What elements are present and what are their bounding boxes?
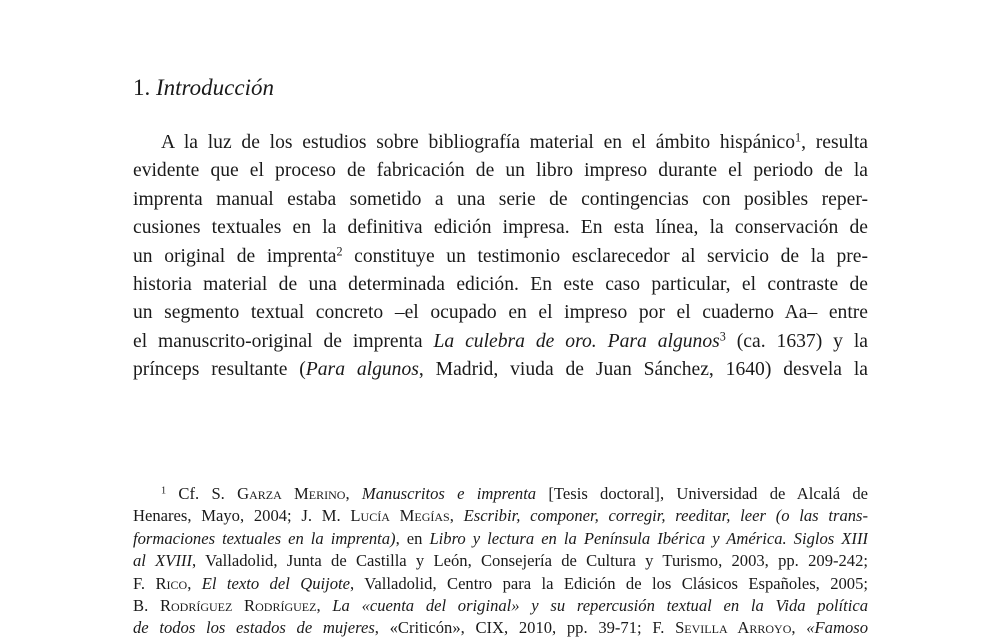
footnote-ref: 3 — [719, 329, 726, 344]
section-heading — [133, 74, 274, 102]
footnote-ref: 2 — [336, 243, 343, 258]
body-line: cusiones textuales en la definitiva edición impresa. En esta línea, la conservación de — [133, 217, 868, 239]
footnotes — [133, 483, 868, 640]
italic-text: «Famoso — [806, 618, 868, 638]
italic-text: La «cuenta del original» y su repercusión textual en la Vida política — [332, 595, 868, 615]
italic-text: La culebra de oro. Para algunos — [433, 330, 720, 352]
section-number: 1. — [133, 75, 151, 100]
footnote-line: formaciones textuales en la imprenta), en Libro y lectura en la Península Ibérica y América. Siglos XIII — [133, 528, 868, 548]
italic-text: de todos los estados de mujeres — [133, 618, 375, 638]
body-line: evidente que el proceso de fabricación de un libro impreso durante el periodo de la — [133, 160, 868, 182]
footnote-line: de todos los estados de mujeres, «Criticón», CIX, 2010, pp. 39-71; F. Sevilla Arroyo, «Famoso — [133, 618, 868, 638]
footnote-ref: 1 — [795, 130, 802, 145]
body-line: historia material de una determinada edición. En este caso particular, el contraste de — [133, 273, 868, 295]
author-name: Lucía Megías — [350, 506, 450, 526]
footnote-line: Henares, Mayo, 2004; J. M. Lucía Megías, Escribir, componer, corregir, reeditar, leer (o las trans- — [133, 506, 868, 526]
italic-text: Libro y lectura en la Península Ibérica y América. Siglos XIII — [429, 528, 868, 548]
footnote-line: B. Rodríguez Rodríguez, La «cuenta del original» y su repercusión textual en la Vida política — [133, 595, 868, 615]
footnote-line: F. Rico, El texto del Quijote, Valladolid, Centro para la Edición de los Clásicos Españoles, 2005; — [133, 573, 868, 593]
italic-text: Escribir, componer, corregir, reeditar, leer (o las trans- — [463, 506, 868, 526]
body-line: imprenta manual estaba sometido a una serie de contingencias con posibles reper- — [133, 188, 868, 210]
footnote-ref: 1 — [161, 485, 167, 497]
italic-text: al XVIII — [133, 551, 193, 571]
author-name: Rodríguez Rodríguez — [159, 595, 317, 615]
section-title: Introducción — [156, 75, 274, 100]
body-line: A la luz de los estudios sobre bibliografía material en el ámbito hispánico$^1$, resulta — [161, 130, 868, 153]
footnote-line: $^1$ Cf. S. Garza Merino, Manuscritos e imprenta [Tesis doctoral], Universidad de Alcalá de — [161, 484, 868, 503]
body-line: un segmento textual concreto –el ocupado en el impreso por el cuaderno Aa– entre — [133, 302, 868, 324]
author-name: Sevilla Arroyo — [675, 618, 792, 638]
italic-text: El texto del Quijote — [201, 573, 350, 593]
body-line: prínceps resultante (Para algunos, Madrid, viuda de Juan Sánchez, 1640) desvela la — [133, 359, 868, 381]
body-text — [133, 129, 868, 385]
footnote-line: al XVIII, Valladolid, Junta de Castilla y León, Consejería de Cultura y Turismo, 2003, pp. 209-242; — [133, 551, 868, 571]
author-name: Garza Merino — [237, 484, 346, 503]
italic-text: Para algunos — [305, 359, 419, 381]
body-line: el manuscrito-original de imprenta La culebra de oro. Para algunos$^3$ (ca. 1637) y la — [133, 329, 868, 352]
body-line: un original de imprenta$^2$ constituye un testimonio esclarecedor al servicio de la pre- — [133, 243, 868, 267]
italic-text: formaciones textuales en la imprenta) — [133, 528, 396, 548]
author-name: Rico — [155, 573, 188, 593]
italic-text: Manuscritos e imprenta — [361, 484, 537, 503]
